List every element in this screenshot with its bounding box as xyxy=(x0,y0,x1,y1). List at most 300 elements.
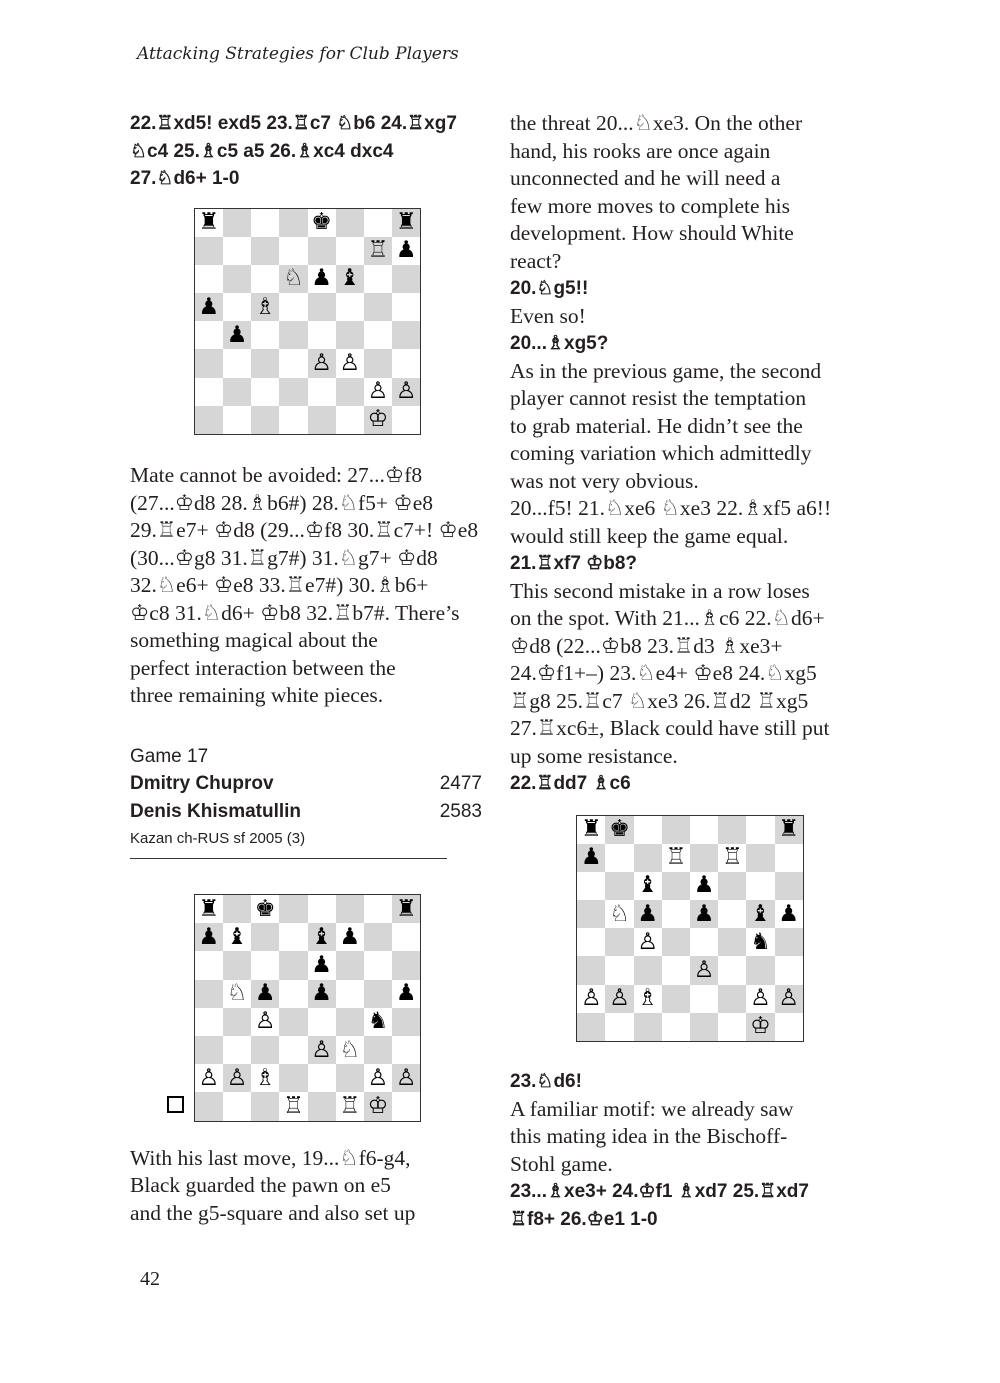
square-a8 xyxy=(577,816,605,844)
square-d2 xyxy=(279,1064,307,1092)
page-number: 42 xyxy=(140,1268,160,1290)
square-f1 xyxy=(336,1092,364,1120)
move-line: ♘c4 25.♗c5 a5 26.♗xc4 dxc4 xyxy=(130,140,394,162)
chess-piece: ♙ xyxy=(395,378,417,405)
square-h5 xyxy=(775,900,803,928)
chess-piece: ♔ xyxy=(367,406,389,433)
square-d8 xyxy=(662,816,690,844)
square-d6 xyxy=(279,951,307,979)
text-line: three remaining white pieces. xyxy=(130,683,384,707)
square-a8 xyxy=(195,895,223,923)
square-g3 xyxy=(746,956,774,984)
square-e6 xyxy=(690,872,718,900)
chess-piece: ♔ xyxy=(367,1092,389,1119)
square-g8 xyxy=(746,816,774,844)
square-e1 xyxy=(690,1013,718,1041)
square-h8 xyxy=(775,816,803,844)
square-b1 xyxy=(223,1092,251,1120)
square-e2 xyxy=(690,985,718,1013)
chess-piece: ♙ xyxy=(311,1036,332,1063)
square-c5 xyxy=(634,900,662,928)
chess-diagram-2 xyxy=(194,894,422,1122)
square-b2 xyxy=(223,1064,251,1092)
chess-piece: ♘ xyxy=(339,1036,361,1063)
text-line: coming variation which admittedly xyxy=(510,441,812,465)
white-to-move-marker xyxy=(167,1096,184,1113)
square-f3 xyxy=(336,349,364,377)
text-line: 24.♔f1+–) 23.♘e4+ ♔e8 24.♘xg5 xyxy=(510,661,817,685)
square-b4 xyxy=(223,321,251,349)
square-d4 xyxy=(279,1008,307,1036)
square-h5 xyxy=(392,980,420,1008)
square-a3 xyxy=(577,956,605,984)
chess-piece: ♘ xyxy=(226,980,248,1007)
text-line: 29.♖e7+ ♔d8 (29...♔f8 30.♖c7+! ♔e8 xyxy=(130,518,479,542)
text-line: (30...♔g8 31.♖g7#) 31.♘g7+ ♔d8 xyxy=(130,545,438,570)
square-f5 xyxy=(336,980,364,1008)
square-c4 xyxy=(251,321,279,349)
square-g1 xyxy=(364,406,392,434)
square-e3 xyxy=(690,956,718,984)
text-line: hand, his rooks are once again xyxy=(510,138,771,163)
square-d1 xyxy=(279,1092,307,1120)
square-g2 xyxy=(746,985,774,1013)
text-line: something magical about the xyxy=(130,628,378,652)
square-d7 xyxy=(662,844,690,872)
square-c8 xyxy=(251,895,279,923)
square-b8 xyxy=(223,209,251,237)
square-a4 xyxy=(195,1008,223,1036)
square-b7 xyxy=(223,237,251,265)
square-f4 xyxy=(718,928,746,956)
chess-piece: ♖ xyxy=(367,237,389,264)
chess-piece: ♙ xyxy=(198,1064,220,1091)
black-player-rating: 2583 xyxy=(439,800,482,822)
square-b8 xyxy=(223,895,251,923)
text-line: Black guarded the pawn on e5 xyxy=(130,1173,391,1197)
square-c2 xyxy=(251,378,279,406)
right-text-2 xyxy=(510,1068,870,1233)
square-f7 xyxy=(336,237,364,265)
square-d2 xyxy=(279,378,307,406)
chess-piece: ♖ xyxy=(283,1092,304,1119)
square-e6 xyxy=(308,265,336,293)
square-a3 xyxy=(195,349,223,377)
square-c2 xyxy=(634,985,662,1013)
square-g5 xyxy=(364,293,392,321)
square-a6 xyxy=(577,872,605,900)
square-h8 xyxy=(392,209,420,237)
square-b7 xyxy=(223,923,251,951)
square-d6 xyxy=(662,872,690,900)
chess-piece: ♟ xyxy=(226,321,248,348)
chess-diagram-1 xyxy=(194,208,422,436)
square-d8 xyxy=(279,895,307,923)
square-h7 xyxy=(392,923,420,951)
chess-piece: ♟ xyxy=(637,900,659,927)
chess-piece: ♟ xyxy=(395,980,417,1007)
chess-piece: ♘ xyxy=(609,900,630,927)
square-c7 xyxy=(634,844,662,872)
square-e2 xyxy=(308,1064,336,1092)
square-e4 xyxy=(308,321,336,349)
square-e8 xyxy=(308,209,336,237)
moves-block-1 xyxy=(130,110,485,193)
chess-piece: ♜ xyxy=(581,816,602,843)
chess-piece: ♙ xyxy=(693,957,715,984)
square-e1 xyxy=(308,406,336,434)
black-player-name: Denis Khismatullin xyxy=(130,800,302,822)
move-line: 27.♘d6+ 1-0 xyxy=(130,168,240,189)
square-g3 xyxy=(364,1036,392,1064)
square-h2 xyxy=(775,985,803,1013)
right-text xyxy=(510,110,870,798)
square-d2 xyxy=(662,985,690,1013)
square-g7 xyxy=(746,844,774,872)
chess-piece: ♗ xyxy=(254,1064,276,1091)
chess-piece: ♞ xyxy=(367,1008,389,1035)
chess-piece: ♟ xyxy=(395,237,417,264)
chess-piece: ♙ xyxy=(254,1008,276,1035)
text-line: With his last move, 19...♘f6-g4, xyxy=(130,1145,411,1170)
text-line: few more moves to complete his xyxy=(510,193,791,218)
square-g6 xyxy=(364,951,392,979)
square-e8 xyxy=(690,816,718,844)
square-g6 xyxy=(364,265,392,293)
text-line: this mating idea in the Bischoff- xyxy=(510,1124,788,1148)
square-a8 xyxy=(195,209,223,237)
square-a5 xyxy=(577,900,605,928)
square-a7 xyxy=(195,923,223,951)
square-g8 xyxy=(364,209,392,237)
square-f6 xyxy=(336,265,364,293)
square-h6 xyxy=(775,872,803,900)
square-g8 xyxy=(364,895,392,923)
square-h1 xyxy=(775,1013,803,1041)
square-d3 xyxy=(662,956,690,984)
text-line: development. How should White xyxy=(510,221,794,245)
chess-piece: ♙ xyxy=(395,1064,417,1091)
move-line: 22.♖dd7 ♗c6 xyxy=(510,773,631,794)
chess-piece: ♙ xyxy=(778,985,799,1012)
chess-diagram-3 xyxy=(576,815,804,1043)
square-f7 xyxy=(336,923,364,951)
text-line: 27.♖xc6±, Black could have still put xyxy=(510,716,830,740)
chess-piece: ♟ xyxy=(581,844,602,871)
square-f4 xyxy=(336,321,364,349)
chess-piece: ♟ xyxy=(693,872,715,899)
square-f5 xyxy=(718,900,746,928)
square-d5 xyxy=(279,293,307,321)
square-b2 xyxy=(223,378,251,406)
square-d3 xyxy=(279,1036,307,1064)
square-b4 xyxy=(223,1008,251,1036)
text-line: would still keep the game equal. xyxy=(510,523,789,548)
square-c5 xyxy=(251,980,279,1008)
square-h3 xyxy=(392,349,420,377)
square-e3 xyxy=(308,349,336,377)
chess-piece: ♙ xyxy=(637,928,659,955)
chess-piece: ♝ xyxy=(311,923,332,950)
text-line: on the spot. With 21...♗c6 22.♘d6+ xyxy=(510,606,825,630)
square-a4 xyxy=(577,928,605,956)
text-line: and the g5-square and also set up xyxy=(130,1200,416,1225)
chess-piece: ♟ xyxy=(311,980,332,1007)
square-h3 xyxy=(775,956,803,984)
square-f4 xyxy=(336,1008,364,1036)
square-g2 xyxy=(364,1064,392,1092)
text-line: 32.♘e6+ ♔e8 33.♖e7#) 30.♗b6+ xyxy=(130,573,429,597)
square-b3 xyxy=(223,1036,251,1064)
chess-piece: ♜ xyxy=(198,209,220,236)
chess-piece: ♜ xyxy=(198,895,220,922)
white-player-name: Dmitry Chuprov xyxy=(130,773,274,794)
move-line: ♖f8+ 26.♔e1 1-0 xyxy=(510,1208,658,1230)
chess-piece: ♟ xyxy=(778,900,799,927)
square-c1 xyxy=(251,406,279,434)
square-h3 xyxy=(392,1036,420,1064)
square-d4 xyxy=(279,321,307,349)
square-a4 xyxy=(195,321,223,349)
square-a7 xyxy=(195,237,223,265)
square-h1 xyxy=(392,406,420,434)
left-column xyxy=(130,110,485,1227)
square-b5 xyxy=(605,900,633,928)
square-d8 xyxy=(279,209,307,237)
chess-piece: ♟ xyxy=(693,900,715,927)
square-d5 xyxy=(279,980,307,1008)
square-e4 xyxy=(308,1008,336,1036)
square-c6 xyxy=(251,265,279,293)
square-h4 xyxy=(392,321,420,349)
square-h4 xyxy=(775,928,803,956)
chess-piece: ♚ xyxy=(254,895,276,922)
chess-piece: ♝ xyxy=(226,923,248,950)
square-h5 xyxy=(392,293,420,321)
square-e5 xyxy=(308,980,336,1008)
square-a6 xyxy=(195,951,223,979)
square-a7 xyxy=(577,844,605,872)
square-e6 xyxy=(308,951,336,979)
square-b8 xyxy=(605,816,633,844)
move-line: 22.♖xd5! exd5 23.♖c7 ♘b6 24.♖xg7 xyxy=(130,113,457,134)
text-line: perfect interaction between the xyxy=(130,655,396,680)
text-line: As in the previous game, the second xyxy=(510,358,822,383)
chess-piece: ♙ xyxy=(339,350,361,377)
square-c2 xyxy=(251,1064,279,1092)
square-b5 xyxy=(223,980,251,1008)
move-line: 20.♘g5!! xyxy=(510,278,589,299)
square-g7 xyxy=(364,237,392,265)
square-b4 xyxy=(605,928,633,956)
square-f3 xyxy=(336,1036,364,1064)
game-label: Game 17 xyxy=(130,745,209,767)
square-e7 xyxy=(308,237,336,265)
chess-piece: ♝ xyxy=(339,265,361,292)
chess-piece: ♙ xyxy=(609,985,630,1012)
square-e7 xyxy=(690,844,718,872)
move-line: 21.♖xf7 ♔b8? xyxy=(510,553,637,574)
text-line: A familiar motif: we already saw xyxy=(510,1096,794,1121)
square-b6 xyxy=(223,265,251,293)
square-c1 xyxy=(634,1013,662,1041)
square-h6 xyxy=(392,265,420,293)
square-h7 xyxy=(392,237,420,265)
square-b1 xyxy=(605,1013,633,1041)
square-g5 xyxy=(364,980,392,1008)
chess-piece: ♜ xyxy=(395,209,417,236)
chess-piece: ♙ xyxy=(581,985,602,1012)
square-d5 xyxy=(662,900,690,928)
move-line: 20...♗xg5? xyxy=(510,333,609,354)
square-a5 xyxy=(195,980,223,1008)
square-a1 xyxy=(577,1013,605,1041)
square-a6 xyxy=(195,265,223,293)
square-b3 xyxy=(605,956,633,984)
square-h6 xyxy=(392,951,420,979)
square-b5 xyxy=(223,293,251,321)
chess-piece: ♙ xyxy=(226,1064,248,1091)
square-c5 xyxy=(251,293,279,321)
commentary-block-2 xyxy=(130,1145,485,1228)
square-c4 xyxy=(634,928,662,956)
square-g4 xyxy=(364,321,392,349)
square-e1 xyxy=(308,1092,336,1120)
square-h2 xyxy=(392,1064,420,1092)
text-line: Mate cannot be avoided: 27...♔f8 xyxy=(130,463,423,487)
square-g3 xyxy=(364,349,392,377)
chess-piece: ♜ xyxy=(395,895,417,922)
move-line: 23...♗xe3+ 24.♔f1 ♗xd7 25.♖xd7 xyxy=(510,1181,809,1202)
square-e3 xyxy=(308,1036,336,1064)
chess-piece: ♘ xyxy=(283,265,304,292)
square-f2 xyxy=(718,985,746,1013)
square-b3 xyxy=(223,349,251,377)
square-h2 xyxy=(392,378,420,406)
running-title: Attacking Strategies for Club Players xyxy=(137,44,459,64)
chess-piece: ♝ xyxy=(637,872,659,899)
text-line: the threat 20...♘xe3. On the other xyxy=(510,111,803,135)
chess-piece: ♖ xyxy=(721,844,743,871)
square-f7 xyxy=(718,844,746,872)
chess-piece: ♜ xyxy=(778,816,799,843)
chess-piece: ♟ xyxy=(254,980,276,1007)
square-a1 xyxy=(195,1092,223,1120)
text-line: was not very obvious. xyxy=(510,468,699,493)
chess-piece: ♟ xyxy=(198,293,220,320)
chess-piece: ♖ xyxy=(339,1092,361,1119)
square-e5 xyxy=(308,293,336,321)
white-player xyxy=(130,770,482,798)
square-a5 xyxy=(195,293,223,321)
square-e5 xyxy=(690,900,718,928)
text-line: Even so! xyxy=(510,303,586,328)
text-line: up some resistance. xyxy=(510,743,678,768)
square-h1 xyxy=(392,1092,420,1120)
square-a2 xyxy=(577,985,605,1013)
chess-piece: ♔ xyxy=(750,1013,771,1040)
square-b2 xyxy=(605,985,633,1013)
text-line: player cannot resist the temptation xyxy=(510,386,807,410)
square-d7 xyxy=(279,923,307,951)
square-h8 xyxy=(392,895,420,923)
square-b6 xyxy=(605,872,633,900)
square-c6 xyxy=(251,951,279,979)
square-g7 xyxy=(364,923,392,951)
chess-piece: ♙ xyxy=(367,378,389,405)
square-c8 xyxy=(634,816,662,844)
square-g6 xyxy=(746,872,774,900)
chess-piece: ♗ xyxy=(254,293,276,320)
chess-piece: ♙ xyxy=(311,350,332,377)
square-h7 xyxy=(775,844,803,872)
square-c7 xyxy=(251,923,279,951)
square-g1 xyxy=(746,1013,774,1041)
square-f2 xyxy=(336,1064,364,1092)
square-f3 xyxy=(718,956,746,984)
text-line: unconnected and he will need a xyxy=(510,166,781,190)
square-g4 xyxy=(364,1008,392,1036)
chess-piece: ♖ xyxy=(665,844,687,871)
square-c3 xyxy=(251,1036,279,1064)
text-line: react? xyxy=(510,248,562,273)
commentary-block xyxy=(130,462,485,710)
chess-piece: ♞ xyxy=(750,928,771,955)
text-line: ♔d8 (22...♔b8 23.♖d3 ♗xe3+ xyxy=(510,633,783,658)
square-f6 xyxy=(718,872,746,900)
text-line: This second mistake in a row loses xyxy=(510,578,810,603)
chess-piece: ♟ xyxy=(311,265,332,292)
square-b7 xyxy=(605,844,633,872)
square-d6 xyxy=(279,265,307,293)
square-e7 xyxy=(308,923,336,951)
square-g4 xyxy=(746,928,774,956)
square-d1 xyxy=(662,1013,690,1041)
square-e4 xyxy=(690,928,718,956)
square-c3 xyxy=(634,956,662,984)
text-line: Stohl game. xyxy=(510,1151,613,1176)
chess-piece: ♟ xyxy=(339,923,361,950)
square-c1 xyxy=(251,1092,279,1120)
text-line: 20...f5! 21.♘xe6 ♘xe3 22.♗xf5 a6!! xyxy=(510,496,832,520)
square-c4 xyxy=(251,1008,279,1036)
white-player-rating: 2477 xyxy=(439,773,482,794)
square-f6 xyxy=(336,951,364,979)
square-f2 xyxy=(336,378,364,406)
square-a2 xyxy=(195,1064,223,1092)
text-line: ♖g8 25.♖c7 ♘xe3 26.♖d2 ♖xg5 xyxy=(510,688,809,713)
text-line: to grab material. He didn’t see the xyxy=(510,413,803,438)
square-c8 xyxy=(251,209,279,237)
square-c6 xyxy=(634,872,662,900)
square-f8 xyxy=(718,816,746,844)
square-h4 xyxy=(392,1008,420,1036)
square-d1 xyxy=(279,406,307,434)
square-e8 xyxy=(308,895,336,923)
chess-piece: ♚ xyxy=(311,209,332,236)
square-a2 xyxy=(195,378,223,406)
chess-piece: ♝ xyxy=(750,900,771,927)
chess-piece: ♚ xyxy=(609,816,630,843)
square-c3 xyxy=(251,349,279,377)
square-g2 xyxy=(364,378,392,406)
right-column xyxy=(510,110,870,1233)
square-d4 xyxy=(662,928,690,956)
square-g5 xyxy=(746,900,774,928)
square-f8 xyxy=(336,209,364,237)
square-d7 xyxy=(279,237,307,265)
square-g1 xyxy=(364,1092,392,1120)
